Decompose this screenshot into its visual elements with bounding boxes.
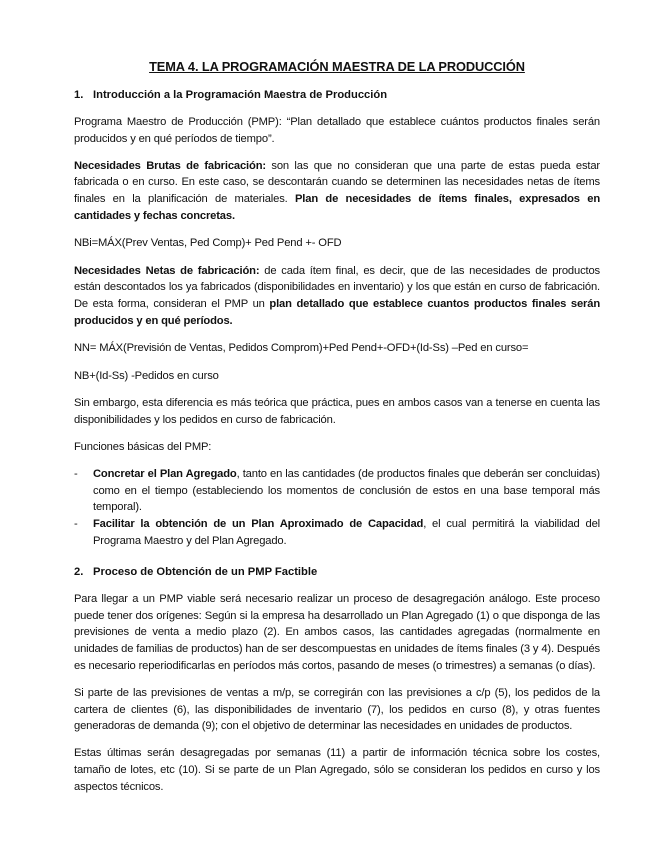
section-2-paragraph-2: Si parte de las previsiones de ventas a m/p, se corregirán con las previsiones a c/p (5), los pedidos de la cartera de clientes (6), las disponibilidades de inventario (7), los pedidos en curso (8), y otras fuentes generadoras de demanda (9); con el objetivo de determinar las necesidades en unidades de productos. xyxy=(74,686,600,733)
section-2-heading xyxy=(74,566,600,578)
section-1-number: 1. xyxy=(74,89,84,101)
list-item-bold: Facilitar la obtención de un Plan Aproximado de Capacidad xyxy=(93,518,424,531)
list-dash: - xyxy=(74,467,78,480)
list-item-bold: Concretar el Plan Agregado xyxy=(93,467,237,480)
functions-list xyxy=(74,466,600,550)
section-2-number: 2. xyxy=(74,565,84,578)
theory-note: Sin embargo, esta diferencia es más teórica que práctica, pues en ambos casos van a tenerse en cuenta las disponibilidades y los pedidos en curso de fabricación. xyxy=(74,397,600,427)
document-title: TEMA 4. LA PROGRAMACIÓN MAESTRA DE LA PRODUCCIÓN xyxy=(149,59,525,74)
pmp-definition: Programa Maestro de Producción (PMP): “Plan detallado que establece cuántos productos finales serán producidos y en qué períodos de tiempo”. xyxy=(74,116,600,145)
list-item xyxy=(74,466,600,516)
list-item-rest: , el cual permitirá la viabilidad del Programa Maestro y del Plan Agregado. xyxy=(93,518,600,547)
net-needs-label: Necesidades Netas de fabricación: xyxy=(74,264,260,277)
net-needs-emphasis: plan detallado que establece cuantos productos finales serán producidos y en qué períodos. xyxy=(74,298,601,327)
list-item-rest: , tanto en las cantidades (de productos finales que deberán ser concluidas) como en el tiempo (estableciendo los momentos de conclusión de estos en una base temporal más temporal). xyxy=(93,467,601,514)
section-2-paragraph-3: Estas últimas serán desagregadas por semanas (11) a partir de información técnica sobre los costes, tamaño de lotes, etc (10). Si se parte de un Plan Agregado, sólo se consideran los pedidos en curso y los aspectos técnicos. xyxy=(74,747,600,793)
gross-needs-emphasis: Plan de necesidades de ítems finales, expresados en cantidades y fechas concretas. xyxy=(74,193,600,222)
list-item-text xyxy=(93,466,600,516)
gross-needs-text: son las que no consideran que una parte de estas pueda estar fabricada o en curso. En este caso, se descontarán cuando se determinen las necesidades netas de ítems finales en la planificación de materiales. xyxy=(74,159,600,206)
gross-needs-formula: NBi=MÁX(Prev Ventas, Ped Comp)+ Ped Pend +- OFD xyxy=(74,236,342,249)
list-item-text xyxy=(93,516,600,550)
section-2-paragraph-1: Para llegar a un PMP viable será necesario realizar un proceso de desagregación análogo. Este proceso puede tener dos orígenes: Según si la empresa ha desarrollado un Plan Agregado (1) o que disponga de las previsiones de venta a medio plazo (2). En ambos casos, las cantidades agregadas (normalmente en unidades de familias de productos) han de ser descompuestas en unidades de ítems finales (3 y 4). Después es necesario reperiodificarlas en períodos más cortos, pasando de meses (o trimestres) a semanas (o días). xyxy=(74,592,600,672)
list-dash: - xyxy=(74,518,78,531)
gross-needs-label: Necesidades Brutas de fabricación: xyxy=(74,159,266,172)
net-needs-formula-line-1: NN= MÁX(Previsión de Ventas, Pedidos Comprom)+Ped Pend+-OFD+(Id-Ss) –Ped en curso= xyxy=(74,341,529,354)
section-1-heading xyxy=(74,89,600,101)
section-2-title: Proceso de Obtención de un PMP Factible xyxy=(93,565,318,578)
net-needs-text: de cada ítem final, es decir, que de las necesidades de productos están descontados los ya fabricados (disponibilidades en inventario) y los que están en curso de fabricación. De esta forma, consideran el PMP un xyxy=(74,264,600,311)
functions-intro: Funciones básicas del PMP: xyxy=(74,440,212,453)
net-needs-formula-line-2: NB+(Id-Ss) -Pedidos en curso xyxy=(74,369,219,382)
gross-needs-paragraph xyxy=(74,158,600,225)
list-item xyxy=(74,516,600,550)
section-1-title: Introducción a la Programación Maestra de Producción xyxy=(93,89,388,101)
net-needs-paragraph xyxy=(74,263,600,330)
